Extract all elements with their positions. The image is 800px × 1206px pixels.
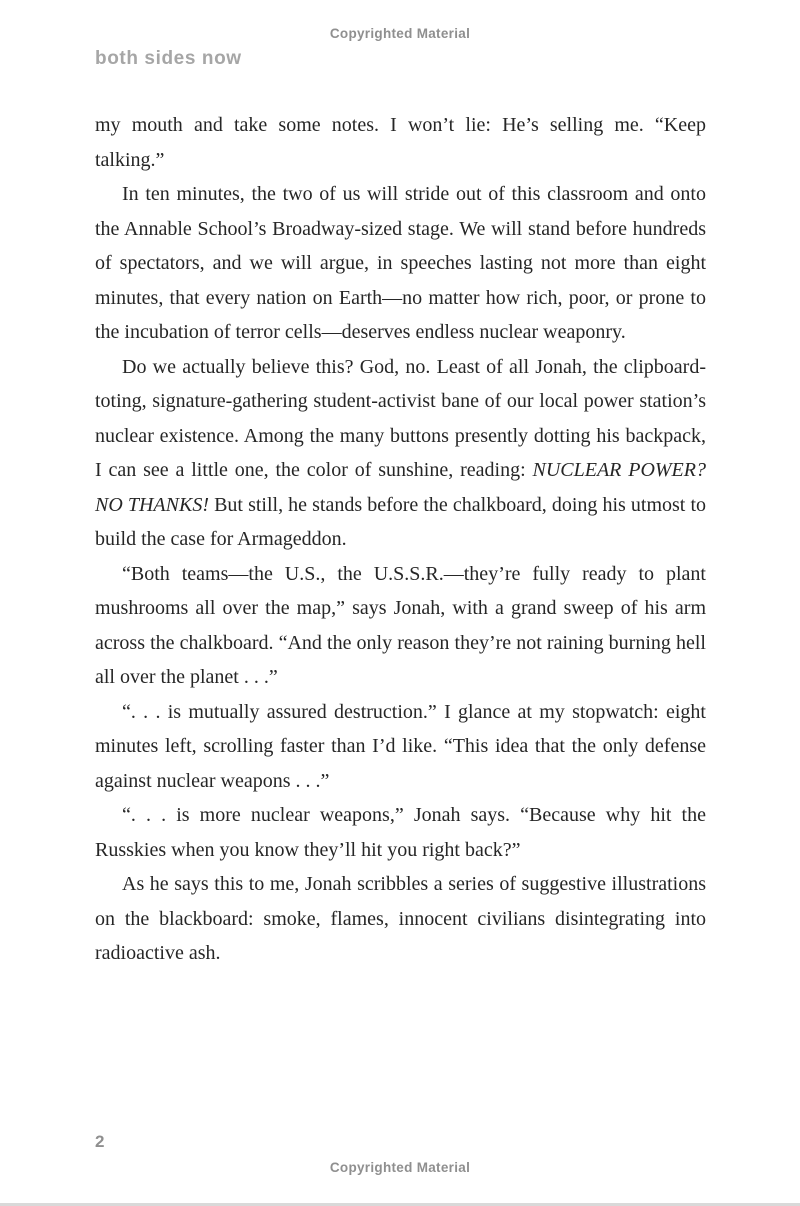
body-text-segment: “. . . is mutually assured destruction.” I glance at my stopwatch: eight minutes left, scrolling faster than I’d like. “This idea that the only defense against nuclear weapons . . .” bbox=[95, 700, 706, 792]
body-text-segment: Do we actually believe this? God, no. Least of all Jonah, the clipboard-toting, signature-gathering student-activist bane of our local power station’s nuclear existence. Among the many buttons presently dotting his backpack, I can see a little one, the color of sunshine, reading: bbox=[95, 355, 706, 481]
body-text-segment: my mouth and take some notes. I won’t lie: He’s selling me. “Keep talking.” bbox=[95, 114, 706, 171]
copyright-notice-top: Copyrighted Material bbox=[329, 26, 471, 41]
body-text-segment: But still, he stands before the chalkboard, doing his utmost to build the case for Armageddon. bbox=[95, 493, 707, 550]
body-text bbox=[95, 108, 706, 971]
paragraph bbox=[95, 798, 706, 867]
running-header: both sides now bbox=[95, 48, 242, 69]
paragraph bbox=[95, 177, 706, 350]
page-number: 2 bbox=[95, 1132, 105, 1151]
paragraph bbox=[95, 557, 706, 695]
italic-text: NUCLEAR POWER? NO THANKS! bbox=[95, 459, 706, 516]
paragraph bbox=[95, 867, 706, 971]
body-text-segment: As he says this to me, Jonah scribbles a series of suggestive illustrations on the blackboard: smoke, flames, innocent civilians disintegrating into radioactive ash. bbox=[95, 873, 706, 964]
body-text-segment: “. . . is more nuclear weapons,” Jonah says. “Because why hit the Russkies when you know they’ll hit you right back?” bbox=[95, 804, 706, 861]
paragraph bbox=[95, 108, 706, 177]
copyright-notice-bottom: Copyrighted Material bbox=[329, 1160, 471, 1175]
paragraph bbox=[95, 350, 706, 557]
body-text-segment: “Both teams—the U.S., the U.S.S.R.—they’re fully ready to plant mushrooms all over the map,” says Jonah, with a grand sweep of his arm across the chalkboard. “And the only reason they’re not raining burning hell all over the planet . . .” bbox=[95, 562, 706, 688]
paragraph bbox=[95, 695, 706, 799]
body-text-segment: In ten minutes, the two of us will stride out of this classroom and onto the Annable School’s Broadway-sized stage. We will stand before hundreds of spectators, and we will argue, in speeches lasting not more than eight minutes, that every nation on Earth—no matter how rich, poor, or prone to the incubation of terror cells—deserves endless nuclear weaponry. bbox=[95, 183, 706, 343]
